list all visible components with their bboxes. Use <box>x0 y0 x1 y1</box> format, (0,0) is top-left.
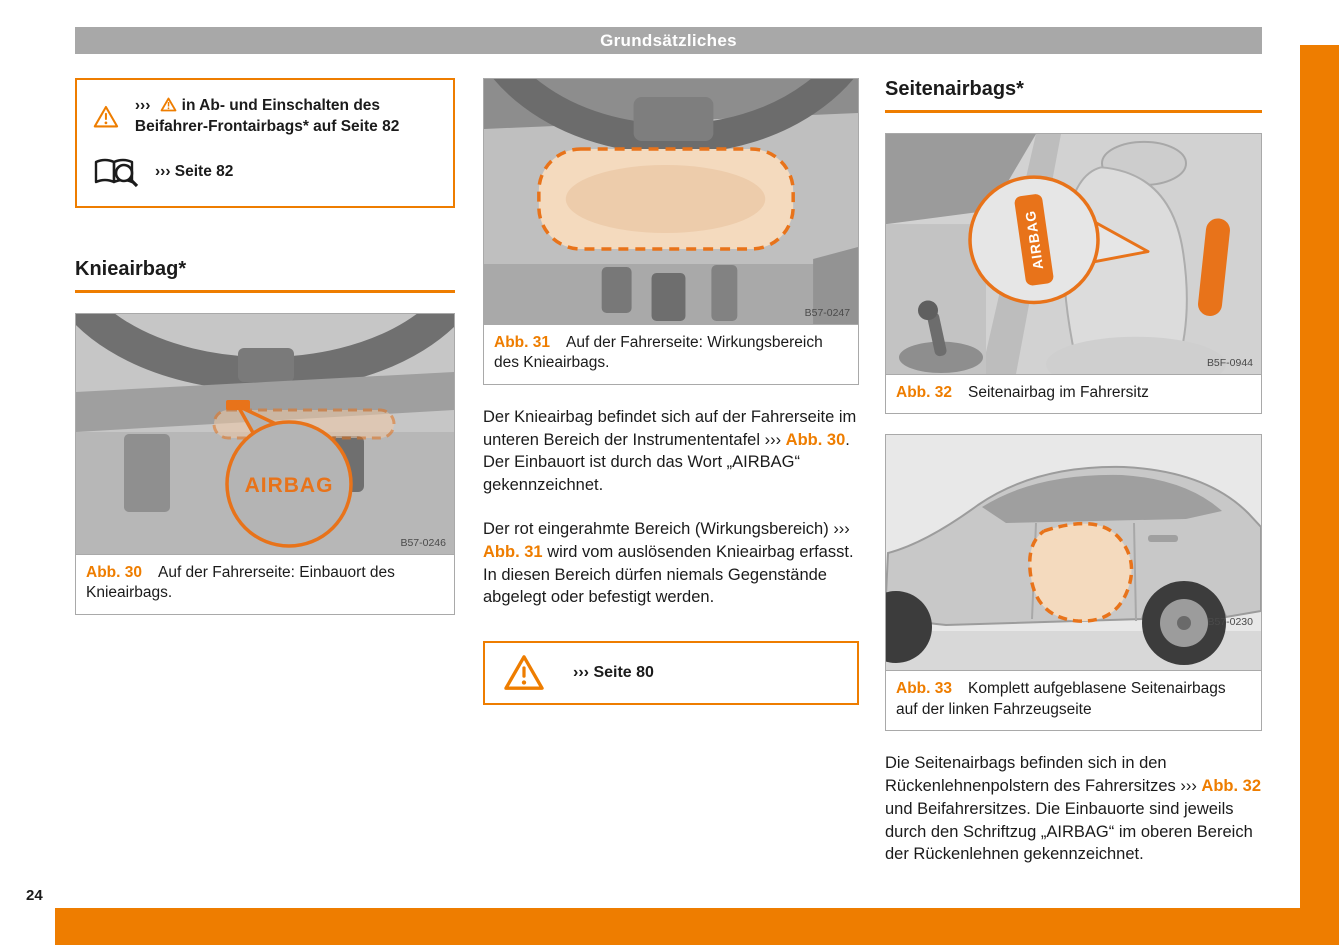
cross-reference-label: in Ab- und Einschalten des Beifahrer-Frontairbags* auf Seite 82 <box>134 97 400 135</box>
knee-airbag-deployment-zone-illustration <box>484 79 858 324</box>
page-header-title: Grundsätzliches <box>600 30 737 50</box>
chevrons: ››› <box>134 97 155 114</box>
body-paragraph <box>483 406 859 497</box>
figure-32-caption <box>886 374 1261 413</box>
book-magnifier-icon <box>93 156 139 190</box>
left-column <box>75 78 455 615</box>
paragraph-text: Die Seitenairbags befinden sich in den Rückenlehnenpolstern des Fahrersitzes <box>885 754 1181 796</box>
figure-code: B57-0247 <box>804 307 851 320</box>
body-paragraph <box>483 518 859 609</box>
figure-label: Abb. 31 <box>494 334 550 351</box>
figure-caption-text: Komplett aufgeblasene Seitenairbags auf der linken Fahrzeugseite <box>896 680 1226 718</box>
figure-caption-text: Auf der Fahrerseite: Wirkungsbereich des Knieairbags. <box>494 334 823 372</box>
inline-warning-icon <box>160 97 177 112</box>
cross-reference-text <box>155 162 233 183</box>
cross-reference-label: Seite 80 <box>593 664 654 682</box>
warning-triangle-icon <box>93 97 119 137</box>
figure-reference-link: Abb. 30 <box>785 430 846 449</box>
middle-column <box>483 78 859 705</box>
figure-30 <box>75 313 455 615</box>
chevrons: ››› <box>573 664 594 682</box>
section-heading-knieairbag: Knieairbag* <box>75 258 455 293</box>
steering-column <box>634 97 714 141</box>
figure-caption-text: Auf der Fahrerseite: Einbauort des Knieairbags. <box>86 563 395 602</box>
figure-code: B57-0230 <box>1207 616 1253 629</box>
knee-airbag-location-illustration <box>76 314 454 554</box>
accelerator-pedal <box>711 265 737 321</box>
inflated-side-airbag-illustration <box>886 435 1261 670</box>
paragraph-text: und Beifahrersitzes. Die Einbauorte sind jeweils durch den Schriftzug „AIRBAG“ im oberen Bereich der Rückenlehnen gekennzeichnet. <box>885 799 1253 864</box>
page-header-bar <box>75 27 1262 54</box>
door-handle <box>1148 535 1178 542</box>
figure-reference-link: Abb. 31 <box>483 542 543 561</box>
inflated-side-airbag <box>1030 524 1132 621</box>
footrest <box>124 434 170 512</box>
figure-31-caption <box>484 324 858 384</box>
figure-label: Abb. 30 <box>86 563 142 581</box>
cross-reference-text <box>135 96 437 138</box>
steering-column <box>238 348 294 382</box>
figure-30-caption <box>76 554 454 614</box>
front-wheel-hub <box>1177 616 1191 630</box>
paragraph-text: Der rot eingerahmte Bereich (Wirkungsbereich) <box>483 519 834 538</box>
figure-label: Abb. 32 <box>896 384 952 401</box>
warning-triangle-icon <box>503 654 545 692</box>
figure-code: B5F-0944 <box>1206 358 1253 370</box>
cross-reference-row-book <box>93 156 437 190</box>
chevrons: ››› <box>155 163 175 181</box>
page-edge-right <box>1300 45 1339 945</box>
paragraph-text: . Der Einbauort ist durch das Wort „AIRBAG“ gekennzeichnet. <box>483 430 850 495</box>
cross-reference-box <box>75 78 455 208</box>
chevrons: ››› <box>764 430 786 449</box>
airbag-tag-label: AIRBAG <box>1021 209 1047 271</box>
airbag-bubble-label: AIRBAG <box>244 473 334 497</box>
cross-reference-row-warning <box>93 96 437 138</box>
figure-31 <box>483 78 859 385</box>
chevrons: ››› <box>1180 777 1202 796</box>
right-column <box>885 78 1262 866</box>
figure-33 <box>885 434 1262 731</box>
gear-knob <box>918 301 938 321</box>
page-number: 24 <box>26 887 43 904</box>
side-airbag-seat-illustration <box>886 134 1261 374</box>
figure-32 <box>885 133 1262 414</box>
brake-pedal <box>652 273 686 321</box>
page-edge-bottom <box>55 908 1339 945</box>
clutch-pedal <box>602 267 632 313</box>
body-paragraph <box>885 752 1262 866</box>
paragraph-text: wird vom auslösenden Knieairbag erfasst. In diesen Bereich dürfen niemals Gegenstände abgelegt oder befestigt werden. <box>483 542 854 607</box>
chevrons: ››› <box>833 519 850 538</box>
figure-label: Abb. 33 <box>896 680 952 698</box>
paragraph-text: Der Knieairbag befindet sich auf der Fahrerseite im unteren Bereich der Instrumententafel <box>483 407 857 449</box>
airbag-cushion <box>566 165 765 233</box>
figure-caption-text: Seitenairbag im Fahrersitz <box>967 384 1149 401</box>
cross-reference-label: Seite 82 <box>174 163 234 181</box>
figure-reference-link: Abb. 32 <box>1201 777 1262 796</box>
section-heading-seitenairbags: Seitenairbags* <box>885 78 1262 113</box>
warning-reference-box <box>483 641 859 705</box>
warning-reference-text <box>573 664 654 682</box>
figure-code: B57-0246 <box>400 536 446 549</box>
figure-33-caption <box>886 670 1261 730</box>
